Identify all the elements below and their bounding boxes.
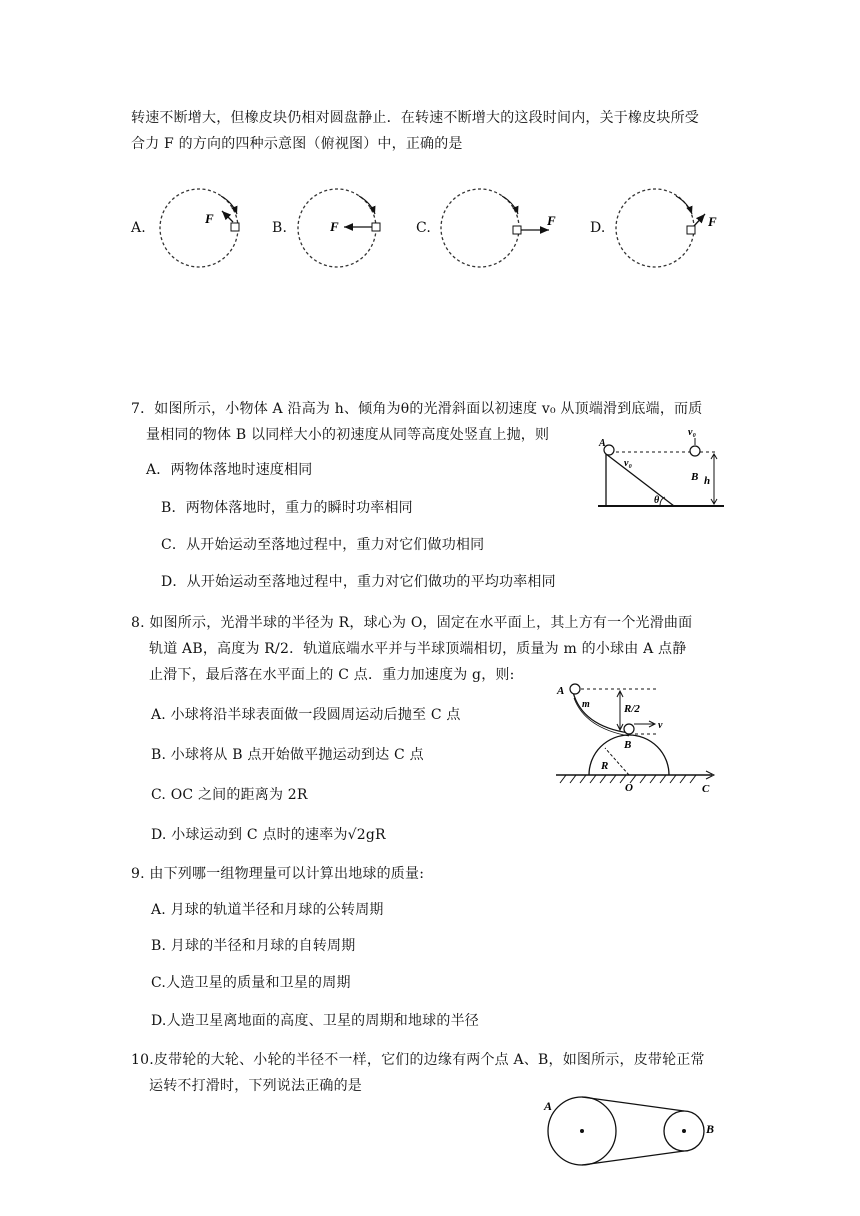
q8-label-m: m [582, 699, 590, 710]
q6-b-force-label: F [330, 219, 339, 234]
q8-stem-line1: 8. 如图所示，光滑半球的半径为 R，球心为 O，固定在水平面上，其上方有一个光滑曲面 [131, 615, 693, 631]
q7-option-a: A．两物体落地时速度相同 [146, 462, 313, 478]
q7-stem-line1: 7．如图所示，小物体 A 沿高为 h、倾角为θ的光滑斜面以初速度 v₀ 从顶端滑到底端，而质 [131, 401, 703, 417]
q6-diagram-a [160, 189, 239, 267]
q8-stem-line3: 止滑下，最后落在水平面上的 C 点．重力加速度为 g，则: [149, 667, 515, 683]
q8-figure [552, 680, 722, 800]
q6-diagram-d [616, 189, 717, 267]
q6-diagrams [0, 0, 860, 300]
q10-label-a: A [544, 1099, 553, 1113]
q9-option-d: D.人造卫星离地面的高度、卫星的周期和地球的半径 [151, 1013, 479, 1029]
q6-stem-line1: 转速不断增大，但橡皮块仍相对圆盘静止．在转速不断增大的这段时间内，关于橡皮块所受 [131, 110, 699, 126]
q9-option-c: C.人造卫星的质量和卫星的周期 [151, 975, 351, 991]
q9-stem: 9. 由下列哪一组物理量可以计算出地球的质量: [131, 866, 425, 882]
q8-label-o: O [625, 782, 633, 794]
q9-option-a: A. 月球的轨道半径和月球的公转周期 [151, 902, 384, 918]
q7-label-h: h [704, 475, 711, 487]
q7-option-b: B．两物体落地时，重力的瞬时功率相同 [161, 500, 413, 516]
q6-option-c-label: C. [416, 220, 432, 236]
q8-label-r2: R/2 [624, 703, 640, 715]
q7-label-v0-a: v₀ [624, 458, 632, 469]
q7-label-a: A [599, 438, 606, 449]
q8-option-a: A. 小球将沿半球表面做一段圆周运动后抛至 C 点 [151, 707, 461, 723]
q6-diagram-c [441, 189, 556, 267]
q7-option-c: C．从开始运动至落地过程中，重力对它们做功相同 [161, 537, 485, 553]
q8-label-c: C [702, 783, 710, 795]
q8-label-v: v [658, 720, 663, 731]
q6-a-force-label: F [205, 211, 214, 226]
q8-label-a: A [557, 685, 565, 697]
q8-option-d: D. 小球运动到 C 点时的速率为√2gR [151, 827, 386, 843]
q8-label-r: R [601, 760, 609, 772]
q10-figure [540, 1090, 730, 1180]
q7-stem-line2: 量相同的物体 B 以同样大小的初速度从同等高度处竖直上抛，则 [146, 427, 550, 443]
q8-label-b: B [624, 739, 632, 751]
q9-option-b: B. 月球的半径和月球的自转周期 [151, 938, 356, 954]
q10-stem-line1: 10.皮带轮的大轮、小轮的半径不一样，它们的边缘有两个点 A、B，如图所示，皮带轮正常 [131, 1052, 705, 1068]
q7-figure [590, 427, 730, 512]
q6-stem-line2: 合力 F 的方向的四种示意图（俯视图）中，正确的是 [131, 136, 463, 152]
q6-option-a-label: A. [131, 220, 146, 236]
q6-d-force-label: F [708, 214, 717, 229]
q7-option-d: D．从开始运动至落地过程中，重力对它们做功的平均功率相同 [161, 574, 556, 590]
q10-stem-line2: 运转不打滑时，下列说法正确的是 [149, 1078, 362, 1094]
q8-stem-line2: 轨道 AB，高度为 R/2．轨道底端水平并与半球顶端相切，质量为 m 的小球由 A 点静 [149, 641, 687, 657]
q8-option-b: B. 小球将从 B 点开始做平抛运动到达 C 点 [151, 747, 424, 763]
q10-label-b: B [706, 1122, 715, 1136]
q7-label-b: B [691, 471, 699, 483]
q6-c-force-label: F [547, 213, 556, 228]
q6-option-d-label: D. [590, 220, 606, 236]
q6-diagram-b [298, 189, 380, 267]
q8-option-c: C. OC 之间的距离为 2R [151, 787, 308, 803]
q6-option-b-label: B. [272, 220, 288, 236]
q7-label-theta: θ [654, 495, 660, 506]
q7-label-v0-b: v₀ [688, 427, 696, 438]
